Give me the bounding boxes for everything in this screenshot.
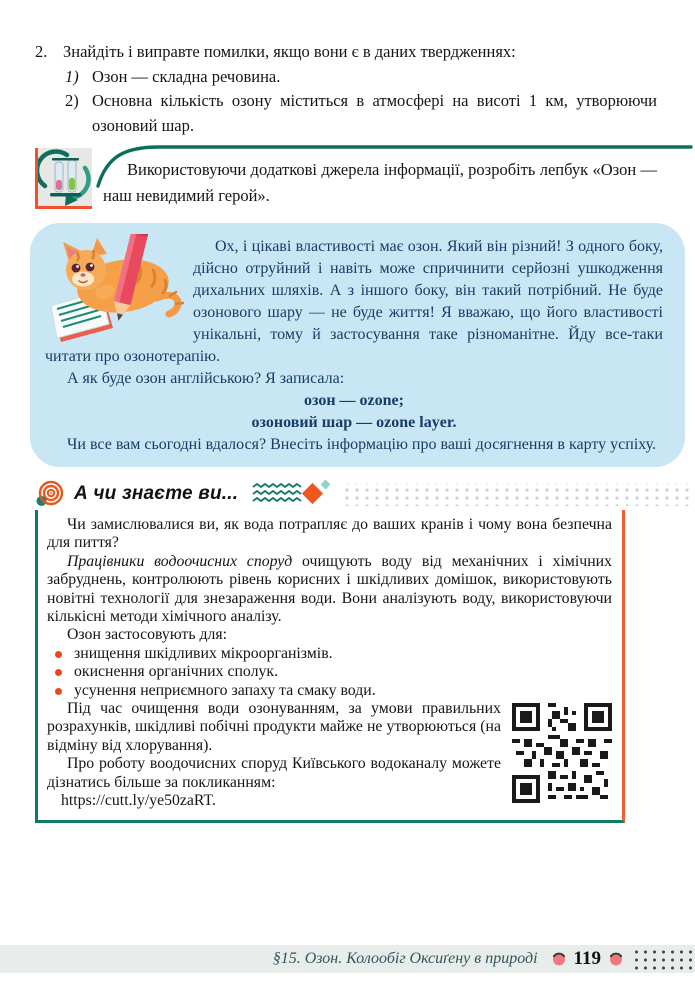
- list-item: усунення неприємного запаху та смаку води.: [47, 682, 612, 700]
- know-paragraph: Чи замислювалися ви, як вода потрапляє до ваших кранів і чому вона безпечна для пиття?: [47, 516, 612, 552]
- lab-tubes-icon: [35, 148, 92, 209]
- exercise-item: [65, 89, 657, 138]
- pink-dot-icon: [609, 952, 623, 966]
- list-item: окиснення органічних сполук.: [47, 663, 612, 681]
- exercise-item: [65, 65, 657, 90]
- bubble-paragraph: Ох, і цікаві властивості має озон. Який він різний! З одного боку, дійсно отруйний і навіть може спричинити серйозні ушкодження дихальних шляхів. А з іншого боку, він такий потрібний. Не буде озонового шару — не буде життя! Я вважаю, що його властивості унікальні, тому й застосування таке різноманітне. Йду все-таки читати про озонотерапію.: [45, 238, 663, 365]
- task-box: [35, 144, 657, 212]
- did-you-know-section: [35, 479, 695, 823]
- cat-writing-illustration: [43, 234, 185, 344]
- exercise-items: [65, 65, 657, 139]
- page-number: 119: [573, 948, 601, 969]
- speech-bubble: [30, 223, 685, 467]
- know-paragraph: Про роботу воодочисних споруд Київського водоканалу можете дізнатись більше за покликанням:: [47, 755, 501, 791]
- did-you-know-header: [35, 479, 695, 509]
- exercise-number: 2.: [35, 42, 48, 61]
- translation-line: озон — ozone;: [304, 392, 404, 409]
- know-paragraph: Озон застосовують для:: [67, 626, 228, 644]
- pink-dot-icon: [552, 952, 566, 966]
- did-you-know-title: А чи знаєте ви...: [74, 483, 239, 504]
- spiral-target-icon: [35, 480, 65, 508]
- dots-pattern-light: [342, 483, 691, 506]
- know-paragraph-lead: Працівники водоочисних споруд: [67, 552, 293, 570]
- dots-pattern-dark: [631, 946, 695, 972]
- item-marker: 1): [65, 66, 79, 86]
- know-paragraph: Під час очищення води озонуванням, за умови правильних розрахунків, шкідливі побічні продукти майже не утворюються (на відміну від хлорування).: [47, 700, 501, 754]
- task-text: Використовуючи додаткові джерела інформації, розробіть лепбук «Озон — наш невидимий герой».: [103, 160, 657, 205]
- list-item: знищення шкідливих мікроорганізмів.: [47, 645, 612, 663]
- translation-line: озоновий шар — ozone layer.: [251, 414, 457, 431]
- bubble-paragraph: Чи все вам сьогодні вдалося? Внесіть інформацію про ваші досягнення в карту успіху.: [67, 436, 657, 453]
- exercise-prompt: Знайдіть і виправте помилки, якщо вони є в даних твердженнях:: [63, 42, 516, 61]
- diamond-decoration: [298, 479, 332, 509]
- item-marker: 2): [65, 91, 79, 110]
- page-footer: [0, 945, 695, 973]
- know-paragraph-rest: очищують воду від механічних і хімічних забруднень, контролюють рівень корисних і шкідливих домішок, використовують новітні технології для знезараження води. Вони аналізують воду, використовуючи кількісні методи хімічного аналізу.: [47, 552, 612, 626]
- section-title: §15. Озон. Колообіг Оксиґену в природі: [272, 950, 538, 967]
- did-you-know-box: [35, 510, 625, 823]
- item-text: Озон — складна речовина.: [92, 66, 281, 86]
- item-text: Основна кількість озону міститься в атмосфері на висоті 1 км, утворюючи озоновий шар.: [92, 91, 657, 135]
- qr-code: [512, 703, 612, 803]
- bubble-paragraph: А як буде озон англійською? Я записала:: [67, 370, 345, 387]
- ozone-uses-list: [47, 645, 612, 700]
- exercise-block: [0, 0, 695, 138]
- external-link[interactable]: https://cutt.ly/ye50zaRT.: [61, 792, 216, 810]
- know-paragraph: [47, 553, 612, 627]
